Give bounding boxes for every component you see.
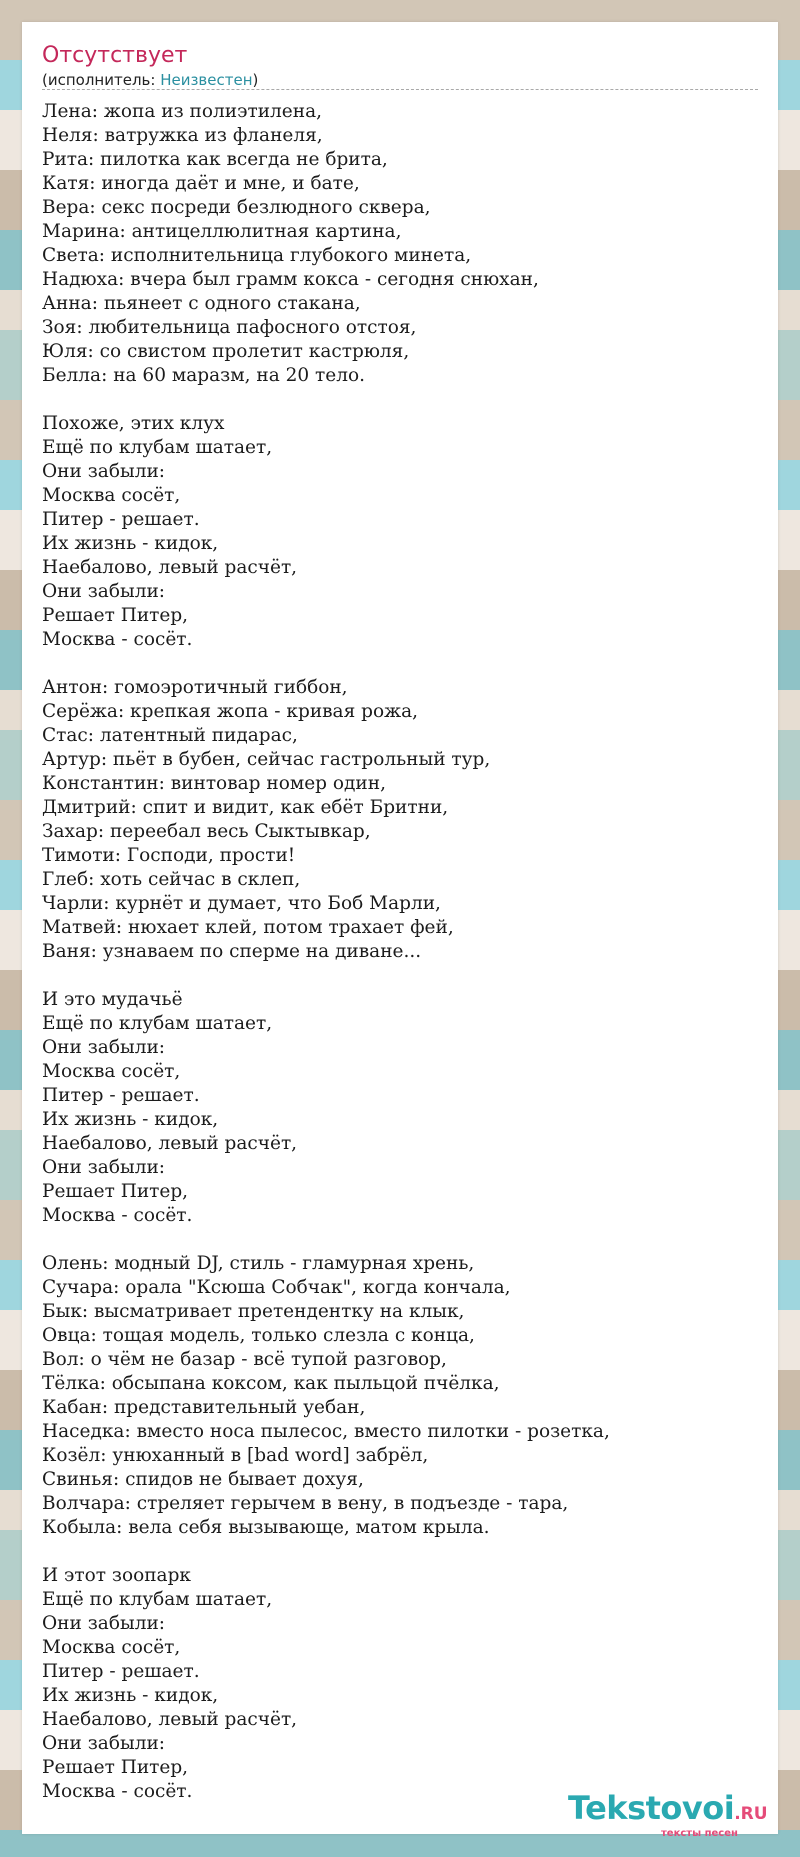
artist-suffix: ) [252, 71, 259, 89]
lyrics-card [22, 22, 778, 1839]
logo-name: Tekstovoi [568, 1789, 735, 1827]
artist-link[interactable]: Неизвестен [160, 71, 253, 89]
artist-line [42, 71, 258, 89]
logo-tagline: тексты песен [661, 1828, 738, 1839]
logo-tld: .RU [734, 1804, 768, 1824]
song-title: Отсутствует [42, 43, 188, 68]
artist-prefix: (исполнитель: [42, 71, 161, 89]
site-logo[interactable] [568, 1790, 768, 1832]
title-divider [42, 89, 758, 90]
lyrics-text: Лена: жопа из полиэтилена, Неля: ватружка из фланеля, Рита: пилотка как всегда не брита, Катя: иногда даёт и мне, и бате, Вера: секс посреди безлюдного сквера, Марина: антицеллюлитная картина, Света: исполнительница глубокого минета, Надюха: вчера был грамм кокса - сегодня снюхан, Анна: пьянеет с одного стакана, Зоя: любительница пафосного отстоя, Юля: со свистом пролетит кастрюля, Белла: на 60 маразм, на 20 тело. Похоже, этих клух Ещё по клубам шатает, Они забыли: Москва сосёт, Питер - решает. Их жизнь - кидок, Наебалово, левый расчёт, Они забыли: Решает Питер, Москва - сосёт. Антон: гомоэротичный гиббон, Серёжа: крепкая жопа - кривая рожа, Стас: латентный пидарас, Артур: пьёт в бубен, сейчас гастрольный тур, Константин: винтовар номер один, Дмитрий: спит и видит, как ебёт Бритни, Захар: переебал весь Сыктывкар, Тимоти: Господи, прости! Глеб: хоть сейчас в склеп, Чарли: курнёт и думает, что Боб Марли, Матвей: нюхает клей, потом трахает фей, Ваня: узнаваем по сперме на диване... И это мудачьё Ещё по клубам шатает, Они забыли: Москва сосёт, Питер - решает. Их жизнь - кидок, Наебалово, левый расчёт, Они забыли: Решает Питер, Москва - сосёт. Олень: модный DJ, стиль - гламурная хрень, Сучара: орала "Ксюша Собчак", когда кончала, Бык: высматривает претендентку на клык, Овца: тощая модель, только слезла с конца, Вол: о чём не базар - всё тупой разговор, Тёлка: обсыпана коксом, как пыльцой пчёлка, Кабан: представительный уебан, Наседка: вместо носа пылесос, вместо пилотки - розетка, Козёл: унюханный в [bad word] забрёл, Свинья: спидов не бывает дохуя, Волчара: стреляет герычем в вену, в подъезде - тара, Кобыла: вела себя вызывающе, матом крыла. И этот зоопарк Ещё по клубам шатает, Они забыли: Москва сосёт, Питер - решает. Их жизнь - кидок, Наебалово, левый расчёт, Они забыли: Решает Питер, Москва - сосёт. [42, 101, 610, 1802]
